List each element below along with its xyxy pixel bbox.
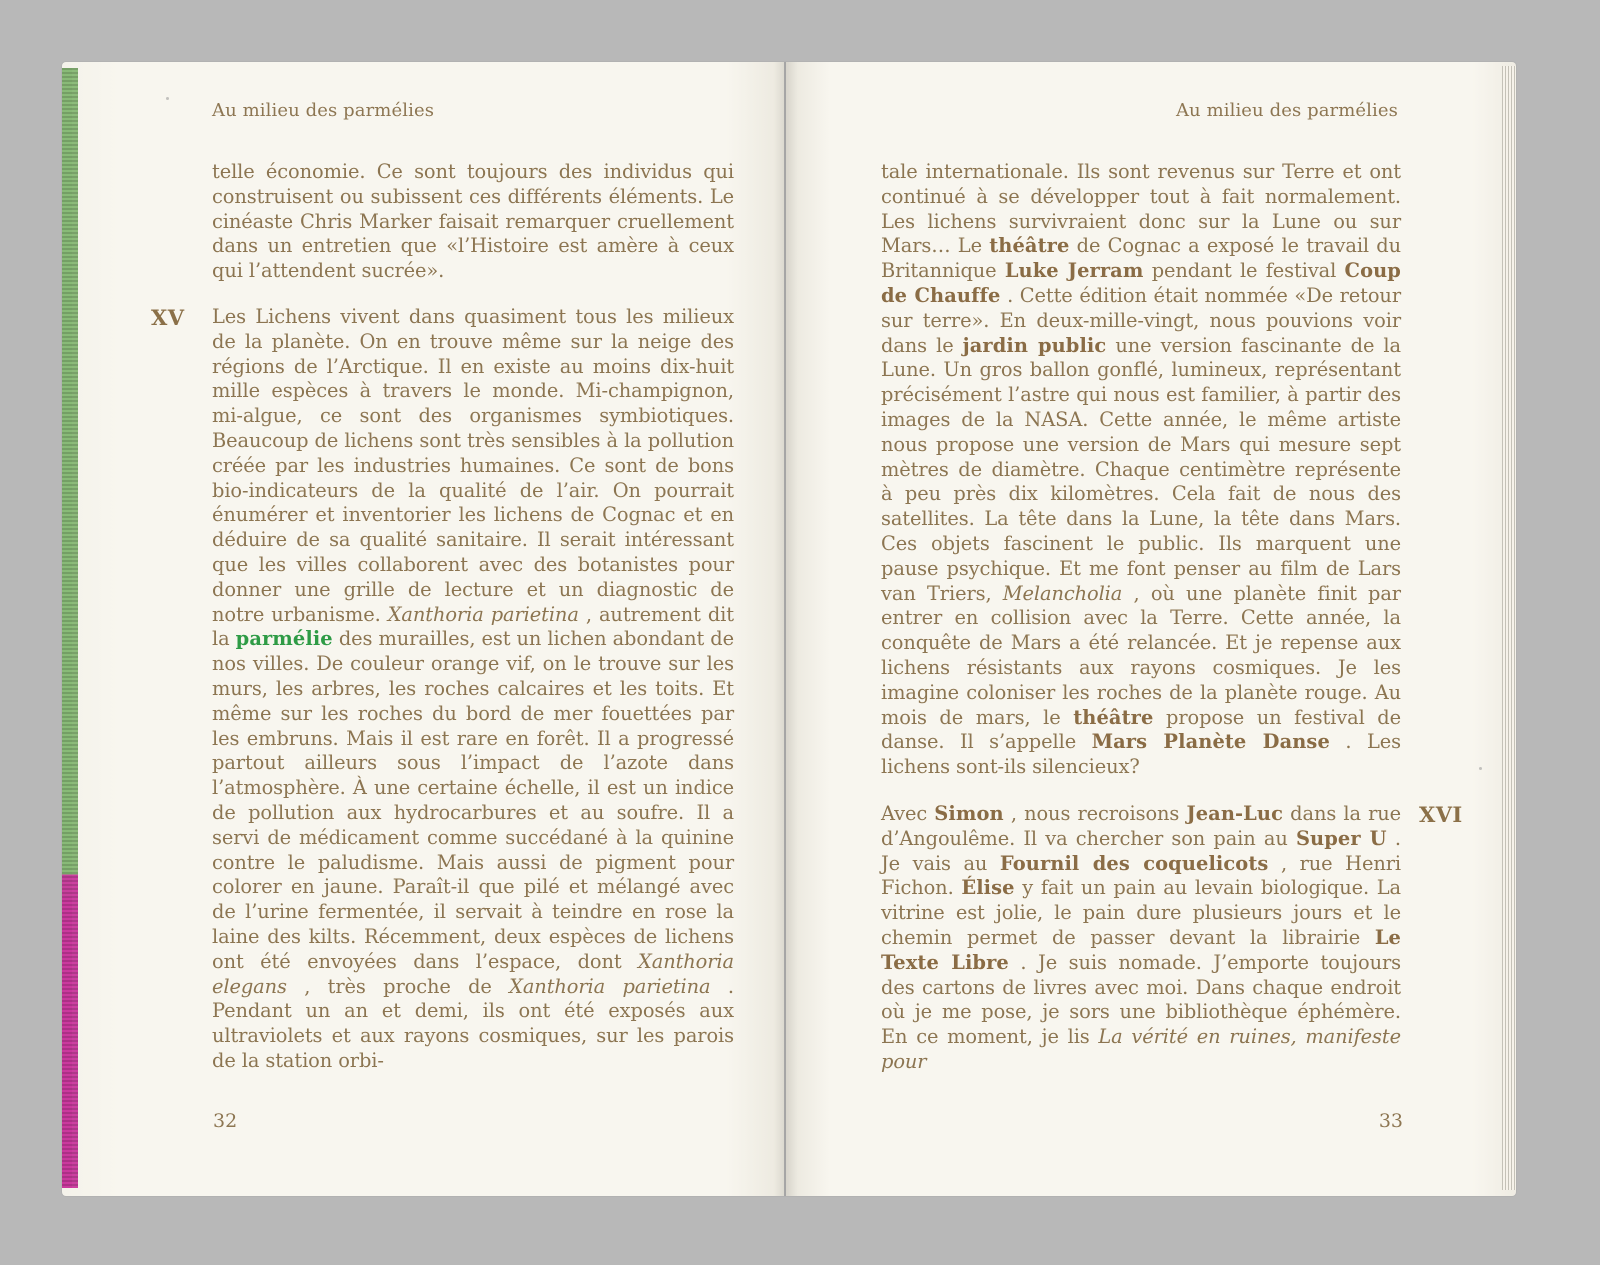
left-paragraph-2 — [212, 305, 734, 1074]
right-paragraph-1-text-7: , où une planète finit par entrer en collision avec la Terre. Cette année, la conquête de Mars a été relancée. Et je repense aux lichens résistants aux rayons cosmiques. Je les imagine coloniser les roches de la planète rouge. Au mois de mars, le — [881, 581, 1401, 729]
right-paragraph-2-highlight-fournil: Fournil des coquelicots — [999, 851, 1269, 875]
right-paragraph-2-text-2: , nous recroisons — [1010, 802, 1187, 825]
right-paragraph-1-text-8: propose un festival de danse. Il s’appelle — [881, 705, 1401, 754]
right-page-number: 33 — [1378, 1110, 1403, 1132]
right-paragraph-1-highlight-theatre-2: théâtre — [1073, 705, 1154, 729]
right-paragraph-1-text-1: tale internationale. Ils sont revenus sur Terre et ont continué à se développer tout à fait normalement. Les lichens survivraient donc sur la Lune ou sur Mars… Le — [881, 160, 1401, 258]
right-paragraph-2-highlight-super-u: Super U — [1295, 826, 1387, 850]
right-paragraph-1-highlight-theatre-1: théâtre — [989, 234, 1070, 258]
right-paragraph-2-text-8: La vérité en ruines, manifeste pour — [881, 1025, 1401, 1073]
right-paragraph-2-text-5: , rue Henri Fichon. — [881, 851, 1401, 900]
left-page-number: 32 — [213, 1110, 238, 1132]
right-paragraph-2-text-3: dans la rue d’Angoulême. Il va chercher son pain au — [881, 802, 1401, 850]
right-paragraph-2-highlight-le-texte-libre: Le Texte Libre — [881, 925, 1401, 974]
right-paragraph-1-text-5: une version fascinante de la Lune. Un gros ballon gonflé, lumineux, représentant précisément l’astre qui nous est familier, à partir des images de la NASA. Cette année, le même artiste nous propose une version de Mars qui mesure sept mètres de diamètre. Chaque centimètre représente à peu près dix kilomètres. Cela fait de nous des satellites. La tête dans la Lune, la tête dans Mars. Ces objets fascinent le public. Ils marquent une pause psychique. Et me font penser au film de Lars van Triers, — [881, 333, 1401, 605]
left-paragraph-2-highlight-parmelie: parmélie — [235, 627, 333, 651]
right-page-edge — [1502, 66, 1516, 1190]
left-page — [62, 62, 784, 1196]
left-paragraph-2-text-1: Les Lichens vivent dans quasiment tous les milieux de la planète. On en trouve même sur la neige des régions de l’Arctique. Il en existe au moins dix-huit mille espèces à travers le monde. Mi-champignon, mi-algue, ce sont des organismes symbiotiques. Beaucoup de lichens sont très sensibles à la pollution créée par les industries humaines. Ce sont de bons bio-indicateurs de la qualité de l’air. On pourrait énumérer et inventorier les lichens de Cognac et en déduire de sa qualité sanitaire. Il serait intéressant que les villes collaborent avec des botanistes pour donner une grille de lecture et un diagnostic de notre urbanisme. — [212, 305, 734, 626]
right-paragraph-2-highlight-elise: Élise — [961, 876, 1015, 900]
right-paragraph-1-text-4: . Cette édition était nommée «De retour sur terre». En deux-mille-vingt, nous pouvions voir dans le — [881, 283, 1401, 357]
left-paragraph-1: telle économie. Ce sont toujours des individus qui construisent ou subissent ces différents éléments. Le cinéaste Chris Marker faisait remarquer cruellement dans un entretien que «l’Histoire est amère à ceux qui l’attendent sucrée». — [212, 160, 734, 283]
right-paragraph-2-text-7: . Je suis nomade. J’emporte toujours des cartons de livres avec moi. Dans chaque endroit où je me pose, je sors une bibliothèque éphémère. En ce moment, je lis — [881, 950, 1401, 1049]
right-paragraph-2-highlight-jean-luc: Jean-Luc — [1186, 802, 1283, 825]
left-paper-mark — [166, 97, 169, 100]
left-text-block-2 — [212, 305, 734, 1074]
right-page — [786, 62, 1516, 1196]
right-paragraph-2-highlight-simon: Simon — [934, 802, 1004, 825]
left-paragraph-2-text-8: . Pendant un an et demi, ils ont été exposés aux ultraviolets et aux rayons cosmiques, sur les parois de la station orbi- — [212, 974, 734, 1072]
right-paragraph-1-text-6: Melancholia — [1002, 581, 1123, 605]
right-text-block-1 — [881, 160, 1401, 780]
right-paragraph-2-text-4: . Je vais au — [881, 826, 1401, 875]
right-paragraph-1-text-2: de Cognac a exposé le travail du Britannique — [881, 234, 1401, 283]
left-paragraph-2-text-4: des murailles, est un lichen abondant de nos villes. De couleur orange vif, on le trouve sur les murs, les arbres, les roches calcaires et les toits. Et même sur les roches du bord de mer fouettées par les embruns. Mais il est rare en forêt. Il a progressé partout ailleurs sous l’impact de l’azote dans l’atmosphère. À une certaine échelle, il est un indice de pollution aux hydrocarbures et au soufre. Il a servi de médicament comme succédané à la quinine contre le paludisme. Mais aussi de pigment pour colorer en jaune. Paraît-il que pilé et mélangé avec de l’urine fermentée, il servait à teindre en rose la laine des kilts. Récemment, deux espèces de lichens ont été envoyées dans l’espace, dont — [212, 627, 734, 973]
right-paragraph-1-highlight-jardin-public: jardin public — [962, 333, 1107, 357]
left-paragraph-2-text-3: , autrement dit la — [212, 602, 734, 651]
left-paragraph-2-text-7: Xanthoria parietina — [509, 974, 711, 998]
right-paragraph-2-text-6: y fait un pain au levain biologique. La vitrine est jolie, le pain dure plusieurs jours et le chemin permet de passer devant la librairie — [881, 876, 1401, 949]
right-text-block-2 — [881, 802, 1401, 1075]
right-paper-mark — [1479, 767, 1482, 770]
right-paragraph-2 — [881, 802, 1401, 1075]
right-paragraph-1-highlight-mars-planete-danse: Mars Planète Danse — [1091, 730, 1330, 754]
right-paragraph-1-highlight-coup-de-chauffe: Coup de Chauffe — [881, 259, 1401, 307]
left-paragraph-2-text-2: Xanthoria parietina — [387, 602, 579, 626]
left-running-head: Au milieu des parmélies — [212, 100, 435, 121]
section-number-xvi: XVI — [1419, 802, 1463, 827]
right-paragraph-1-text-3: pendant le festival — [1151, 259, 1345, 283]
right-paragraph-1 — [881, 160, 1401, 780]
right-paragraph-2-text-1: Avec — [881, 802, 935, 825]
right-paragraph-1-highlight-luke-jerram: Luke Jerram — [1004, 259, 1144, 283]
left-page-edge — [62, 68, 78, 1188]
right-paragraph-1-text-9: . Les lichens sont-ils silencieux? — [881, 730, 1401, 779]
left-paragraph-2-text-5: Xanthoria elegans — [212, 949, 734, 998]
left-text-block-1 — [212, 160, 734, 284]
open-book — [62, 62, 1516, 1196]
section-number-xv: XV — [151, 305, 185, 330]
left-paragraph-2-text-6: , très proche de — [304, 974, 510, 998]
right-running-head: Au milieu des parmélies — [1175, 100, 1398, 121]
